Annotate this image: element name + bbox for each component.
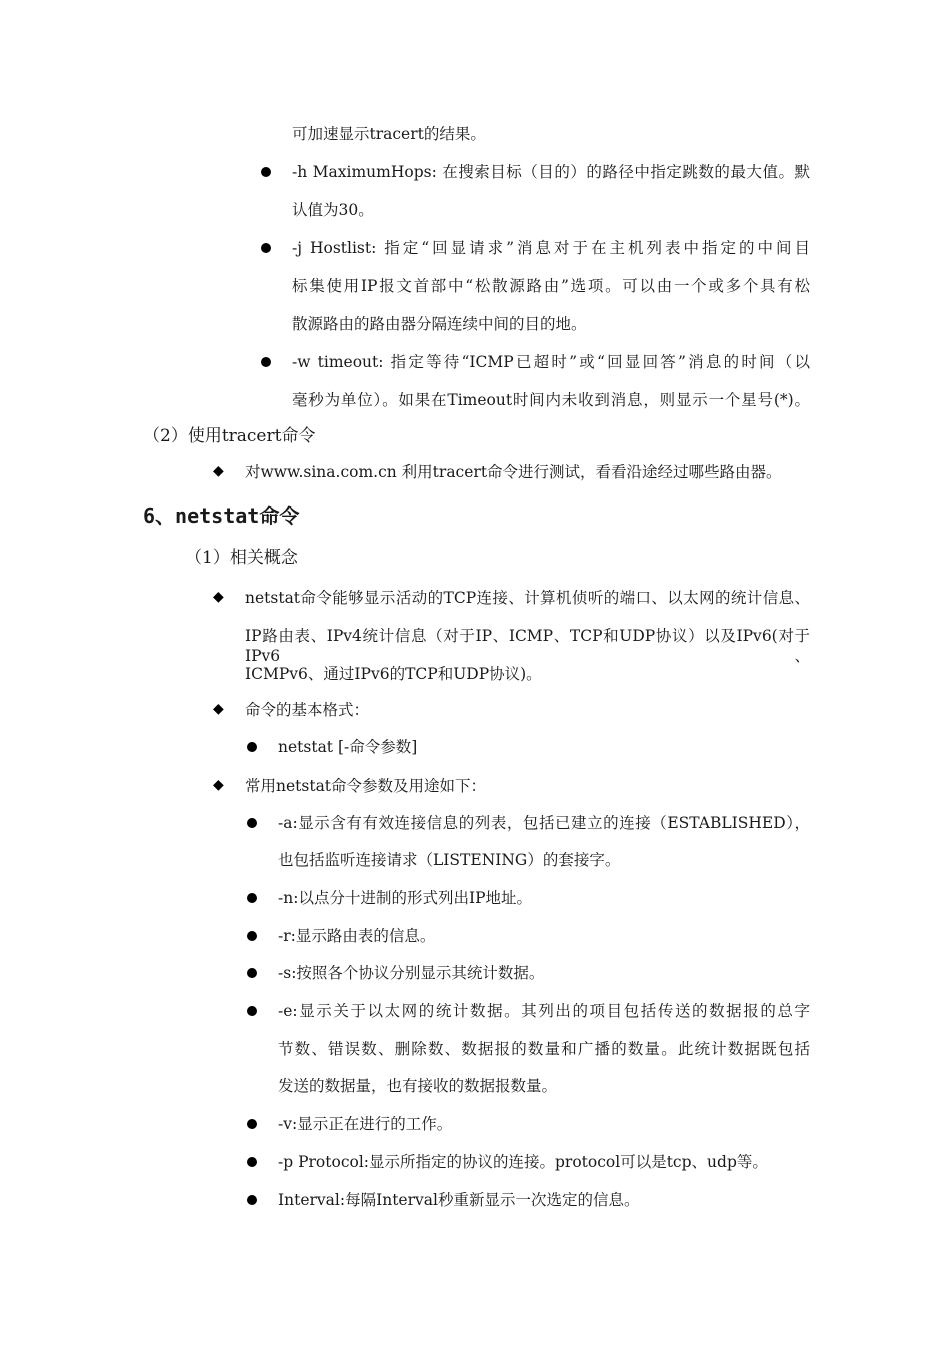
bullet-icon — [247, 1195, 257, 1205]
bullet-icon — [247, 893, 257, 903]
param-r: -r:显示路由表的信息。 — [278, 927, 436, 945]
params-label: 常用netstat命令参数及用途如下： — [245, 777, 487, 795]
diamond-bullet-icon: ◆ — [213, 777, 224, 793]
intro-line-1: netstat命令能够显示活动的TCP连接、计算机侦听的端口、以太网的统计信息、 — [245, 589, 810, 607]
param-a-line-2: 也包括监听连接请求（LISTENING）的套接字。 — [278, 851, 621, 869]
diamond-bullet-icon: ◆ — [213, 463, 224, 479]
option-j-line-3: 散源路由的路由器分隔连续中间的目的地。 — [292, 315, 587, 333]
param-e-line-1: -e:显示关于以太网的统计数据。其列出的项目包括传送的数据报的总字 — [278, 1002, 810, 1020]
use-tracert-heading: （2）使用tracert命令 — [143, 426, 316, 446]
format-label: 命令的基本格式： — [245, 701, 370, 719]
param-p: -p Protocol:显示所指定的协议的连接。protocol可以是tcp、udp等。 — [278, 1153, 768, 1171]
option-w-line-1: -w timeout: 指定等待“ICMP已超时”或“回显回答”消息的时间（以 — [292, 353, 810, 371]
option-j-line-2: 标集使用IP报文首部中“松散源路由”选项。可以由一个或多个具有松 — [292, 277, 810, 295]
bullet-icon — [247, 968, 257, 978]
param-interval: Interval:每隔Interval秒重新显示一次选定的信息。 — [278, 1191, 640, 1209]
bullet-icon — [261, 243, 271, 253]
concepts-heading: （1）相关概念 — [185, 548, 298, 568]
option-h-line-2: 认值为30。 — [292, 201, 374, 219]
bullet-icon — [247, 1006, 257, 1016]
netstat-section-heading: 6、netstat命令 — [143, 504, 300, 528]
bullet-icon — [261, 357, 271, 367]
option-w-line-2: 毫秒为单位）。如果在Timeout时间内未收到消息，则显示一个星号(*)。 — [292, 391, 810, 409]
param-e-line-2: 节数、错误数、删除数、数据报的数量和广播的数量。此统计数据既包括 — [278, 1040, 810, 1058]
diamond-bullet-icon: ◆ — [213, 589, 224, 605]
bullet-icon — [261, 167, 271, 177]
intro-line-3: ICMPv6、通过IPv6的TCP和UDP协议)。 — [245, 665, 542, 683]
param-s: -s:按照各个协议分别显示其统计数据。 — [278, 964, 545, 982]
bullet-icon — [247, 742, 257, 752]
param-e-line-3: 发送的数据量，也有接收的数据报数量。 — [278, 1077, 558, 1095]
bullet-icon — [247, 1119, 257, 1129]
bullet-icon — [247, 1157, 257, 1167]
option-j-line-1: -j Hostlist: 指定“回显请求”消息对于在主机列表中指定的中间目 — [292, 239, 810, 257]
diamond-bullet-icon: ◆ — [213, 701, 224, 717]
format-value: netstat [-命令参数] — [278, 738, 418, 756]
continuation-text: 可加速显示tracert的结果。 — [292, 125, 486, 143]
use-tracert-item: 对www.sina.com.cn 利用tracert命令进行测试，看看沿途经过哪些路由器。 — [245, 463, 782, 481]
bullet-icon — [247, 818, 257, 828]
bullet-icon — [247, 931, 257, 941]
param-a-line-1: -a:显示含有有效连接信息的列表，包括已建立的连接（ESTABLISHED）， — [278, 814, 810, 832]
intro-line-2: IP路由表、IPv4统计信息（对于IP、ICMP、TCP和UDP协议）以及IPv6(对于IPv6、 — [245, 627, 810, 665]
option-h-line-1: -h MaximumHops: 在搜索目标（目的）的路径中指定跳数的最大值。默 — [292, 163, 810, 181]
param-n: -n:以点分十进制的形式列出IP地址。 — [278, 889, 532, 907]
param-v: -v:显示正在进行的工作。 — [278, 1115, 453, 1133]
